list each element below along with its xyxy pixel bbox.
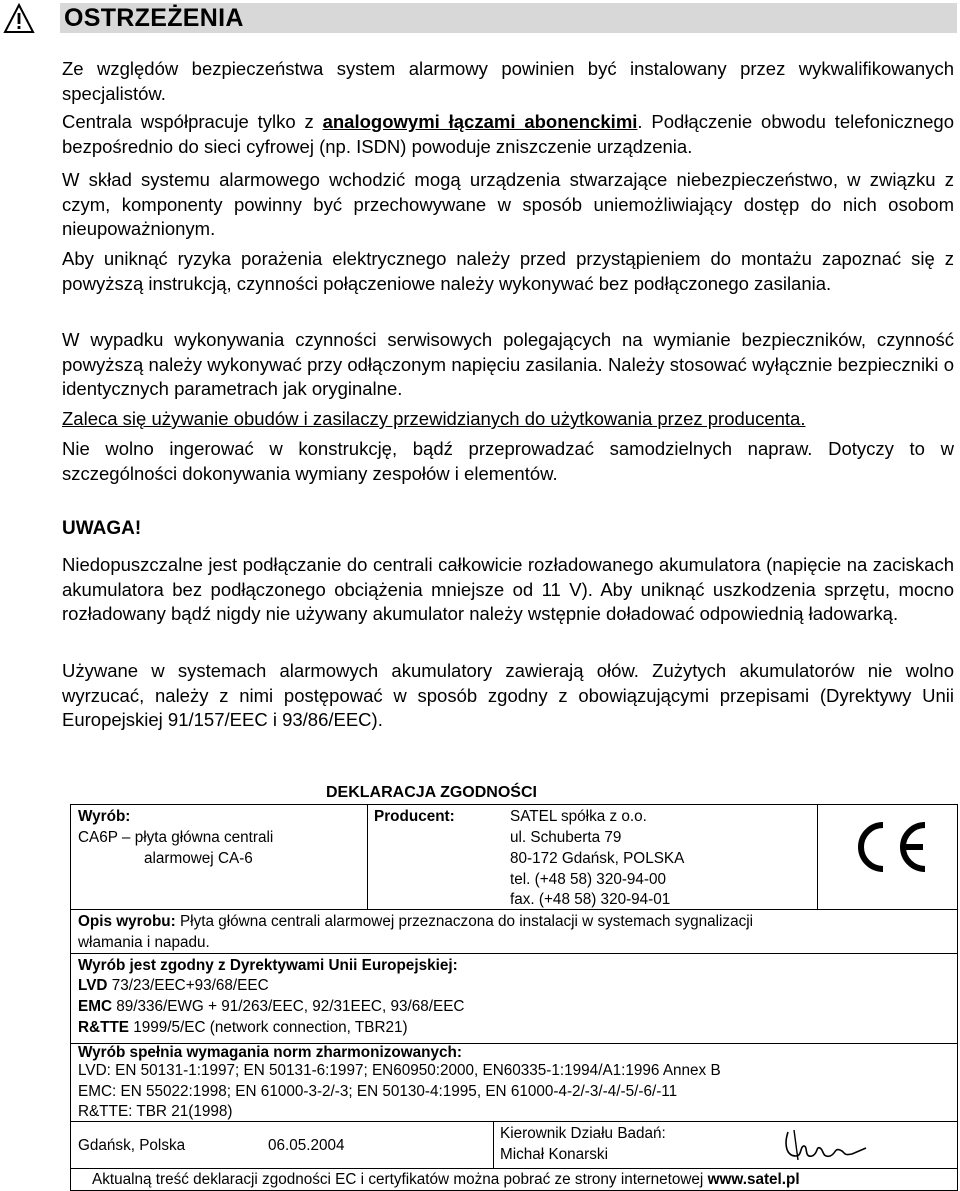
product-line: alarmowej CA-6 — [144, 850, 253, 867]
declaration-title: DEKLARACJA ZGODNOŚCI — [326, 784, 537, 801]
product-line: CA6P – płyta główna centrali — [78, 829, 274, 846]
uwaga-heading: UWAGA! — [62, 518, 142, 539]
date: 06.05.2004 — [268, 1137, 345, 1154]
directive-value: 1999/5/EC (network connection, TBR21) — [129, 1019, 408, 1036]
producer-line: ul. Schuberta 79 — [510, 829, 622, 846]
directive-row — [78, 998, 464, 1017]
paragraph-text: Centrala współpracuje tylko z — [62, 111, 323, 132]
description-line — [78, 913, 753, 932]
paragraph-text: W skład systemu alarmowego wchodzić mogą urządzenia stwarzające niebezpieczeństwo, w związku z czym, komponenty powinny być przechowywane w sposób uniemożliwiający dostęp do nich osobom nieupoważnionym. — [62, 169, 954, 239]
paragraph-7 — [62, 437, 954, 486]
paragraph-text: . Podłączenie obwodu telefonicznego bezpośrednio do sieci cyfrowej (np. ISDN) powoduje zniszczenie urządzenia. — [62, 111, 955, 157]
producer-line: tel. (+48 58) 320-94-00 — [510, 871, 667, 888]
paragraph-text: Ze względów bezpieczeństwa system alarmowy powinien być instalowany przez wykwalifikowanych specjalistów. — [62, 58, 954, 104]
uwaga-paragraph-2: Używane w systemach alarmowych akumulatory zawierają ołów. Zużytych akumulatorów nie wolno wyrzucać, należy z nimi postępować w sposób zgodny z obowiązującymi przepisami (Dyrektywy Unii Europejskiej 91/157/EEC i 93/86/EEC). — [62, 660, 954, 730]
paragraph-5 — [62, 328, 954, 402]
norms-title: Wyrób spełnia wymagania norm zharmonizowanych: — [78, 1044, 462, 1061]
directive-value: 89/336/EWG + 91/263/EEC, 92/31EEC, 93/68/EEC — [112, 998, 465, 1015]
directive-row — [78, 977, 269, 996]
description-line: włamania i napadu. — [78, 934, 210, 951]
product-label: Wyrób: — [78, 808, 131, 825]
paragraph-text: Aby uniknąć ryzyka porażenia elektrycznego należy przed przystąpieniem do montażu zapoznać się z powyższą instrukcją, czynności połączeniowe należy wykonywać bez podłączonego zasilania. — [62, 248, 954, 294]
website-link[interactable]: www.satel.pl — [707, 1171, 800, 1188]
paragraph-1 — [62, 57, 954, 106]
norm-row: R&TTE: TBR 21(1998) — [78, 1103, 233, 1120]
declaration-table — [70, 779, 958, 1191]
paragraph-2 — [62, 110, 954, 159]
signer-title: Kierownik Działu Badań: — [500, 1125, 666, 1142]
footer-line — [92, 1171, 800, 1190]
producer-line: 80-172 Gdańsk, POLSKA — [510, 850, 685, 867]
place: Gdańsk, Polska — [78, 1137, 186, 1154]
description-text: Płyta główna centrali alarmowej przeznaczona do instalacji w systemach sygnalizacji — [175, 913, 754, 930]
paragraph-4 — [62, 247, 954, 296]
heading-bar — [60, 3, 957, 33]
page-title: OSTRZEŻENIA — [64, 4, 244, 32]
emphasis-text: analogowymi łączami abonenckimi — [322, 111, 638, 132]
signature-image — [782, 1126, 872, 1166]
paragraph-text: Nie wolno ingerować w konstrukcję, bądź przeprowadzać samodzielnych napraw. Dotyczy to w szczególności dokonywania wymiany zespołów i elementów. — [62, 438, 954, 484]
paragraph-3 — [62, 168, 954, 242]
directive-label: LVD — [78, 977, 108, 994]
directive-label: R&TTE — [78, 1019, 129, 1036]
paragraph-6 — [62, 407, 954, 432]
producer-label: Producent: — [374, 808, 455, 825]
ce-mark-icon — [843, 819, 929, 875]
signer-name: Michał Konarski — [500, 1146, 608, 1163]
directive-value: 73/23/EEC+93/68/EEC — [107, 977, 269, 994]
footer-text: Aktualną treść deklaracji zgodności EC i certyfikatów można pobrać ze strony internetowej — [92, 1171, 708, 1188]
uwaga-paragraph-1: Niedopuszczalne jest podłączanie do centrali całkowicie rozładowanego akumulatora (napięcie na zaciskach akumulatora bez podłączonego obciążenia mniejsze od 11 V). Aby uniknąć uszkodzenia sprzętu, mocno rozładowany bądź nigdy nie używany akumulator należy wstępnie doładować odpowiednią ładowarką. — [62, 554, 954, 624]
norm-row: EMC: EN 55022:1998; EN 61000-3-2/-3; EN 50130-4:1995, EN 61000-4-2/-3/-4/-5/-6/-11 — [78, 1083, 678, 1100]
paragraph-text: W wypadku wykonywania czynności serwisowych polegających na wymianie bezpieczników, czynność powyższą należy wykonywać przy odłączonym napięciu zasilania. Należy stosować wyłącznie bezpieczniki o identycznych parametrach jak oryginalne. — [62, 329, 954, 399]
directive-label: EMC — [78, 998, 112, 1015]
paragraph-text: Zaleca się używanie obudów i zasilaczy przewidzianych do użytkowania przez producenta. — [62, 408, 806, 429]
directive-row — [78, 1019, 408, 1038]
producer-line: SATEL spółka z o.o. — [510, 808, 647, 825]
warning-triangle-icon — [3, 3, 35, 35]
directives-title: Wyrób jest zgodny z Dyrektywami Unii Europejskiej: — [78, 957, 458, 974]
norm-row: LVD: EN 50131-1:1997; EN 50131-6:1997; EN60950:2000, EN60335-1:1994/A1:1996 Annex B — [78, 1062, 721, 1079]
description-label: Opis wyrobu: — [78, 913, 176, 930]
producer-line: fax. (+48 58) 320-94-01 — [510, 891, 671, 908]
